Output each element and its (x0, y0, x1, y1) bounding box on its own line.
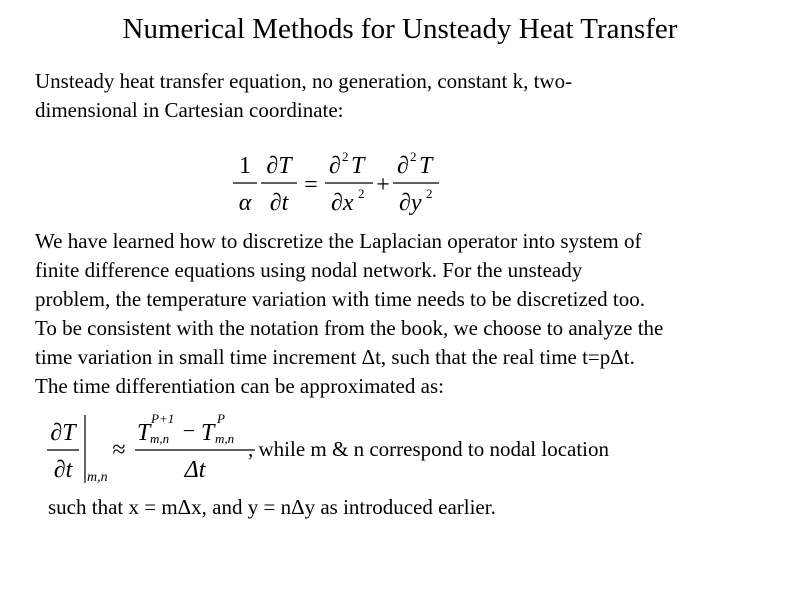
body-line-6: The time differentiation can be approximated as: (35, 374, 444, 398)
eq2-approx: ≈ (112, 437, 126, 463)
eq1-rhs2-den-exponent: 2 (426, 186, 433, 201)
body-line-1: We have learned how to discretize the Laplacian operator into system of (35, 229, 642, 253)
eq1-rhs1-num-exponent: 2 (342, 149, 349, 164)
intro-line-2: dimensional in Cartesian coordinate: (35, 98, 344, 122)
eq1-plus: + (376, 172, 390, 198)
eq1-rhs1-partial: ∂ (329, 153, 341, 179)
page-title: Numerical Methods for Unsteady Heat Transfer (122, 13, 678, 45)
eq1-rhs2-partial: ∂ (397, 153, 409, 179)
eq2-term2-subscript: m,n (215, 431, 235, 446)
eq1-rhs2-num-exponent: 2 (410, 149, 417, 164)
eq2-lhs-numerator: ∂T (50, 420, 76, 446)
heat-equation (225, 145, 455, 230)
intro-paragraph (35, 67, 780, 125)
eq2-term2-variable: T (201, 420, 215, 446)
eq2-minus: − (182, 418, 196, 443)
eq2-denominator: Δt (184, 457, 206, 483)
intro-line-1: Unsteady heat transfer equation, no generation, constant k, two- (35, 69, 573, 93)
eq1-rhs1-den-exponent: 2 (358, 186, 365, 201)
body-line-2: finite difference equations using nodal network. For the unsteady (35, 258, 583, 282)
body-line-5: time variation in small time increment Δt, such that the real time t=pΔt. (35, 345, 635, 369)
eq2-term2-superscript: P (217, 411, 225, 426)
eq2-term1-subscript: m,n (150, 431, 170, 446)
eq1-lhs-numerator: ∂T (266, 153, 292, 179)
time-derivative-equation (35, 405, 275, 495)
closing-line: such that x = mΔx, and y = nΔy as introduced earlier. (48, 495, 496, 519)
eq1-rhs2-variable: T (419, 153, 433, 179)
body-line-4: To be consistent with the notation from the book, we choose to analyze the (35, 316, 664, 340)
eq1-rhs2-denominator: ∂y (399, 190, 422, 216)
eq1-rhs1-variable: T (351, 153, 365, 179)
eq1-equals: = (304, 172, 318, 198)
eq1-coef-numerator: 1 (239, 153, 251, 179)
eq2-term1-superscript: P+1 (151, 411, 175, 426)
eq1-rhs1-denominator: ∂x (331, 190, 354, 216)
eq2-suffix-text: , while m & n correspond to nodal location (248, 437, 610, 461)
eq2-evaluation-subscript: m,n (87, 470, 108, 485)
eq2-term1-variable: T (137, 420, 151, 446)
eq1-lhs-denominator: ∂t (269, 190, 289, 216)
eq2-lhs-denominator: ∂t (53, 457, 73, 483)
body-line-3: problem, the temperature variation with time needs to be discretized too. (35, 287, 645, 311)
eq1-coef-denominator: α (238, 190, 252, 216)
body-paragraph (35, 227, 780, 401)
